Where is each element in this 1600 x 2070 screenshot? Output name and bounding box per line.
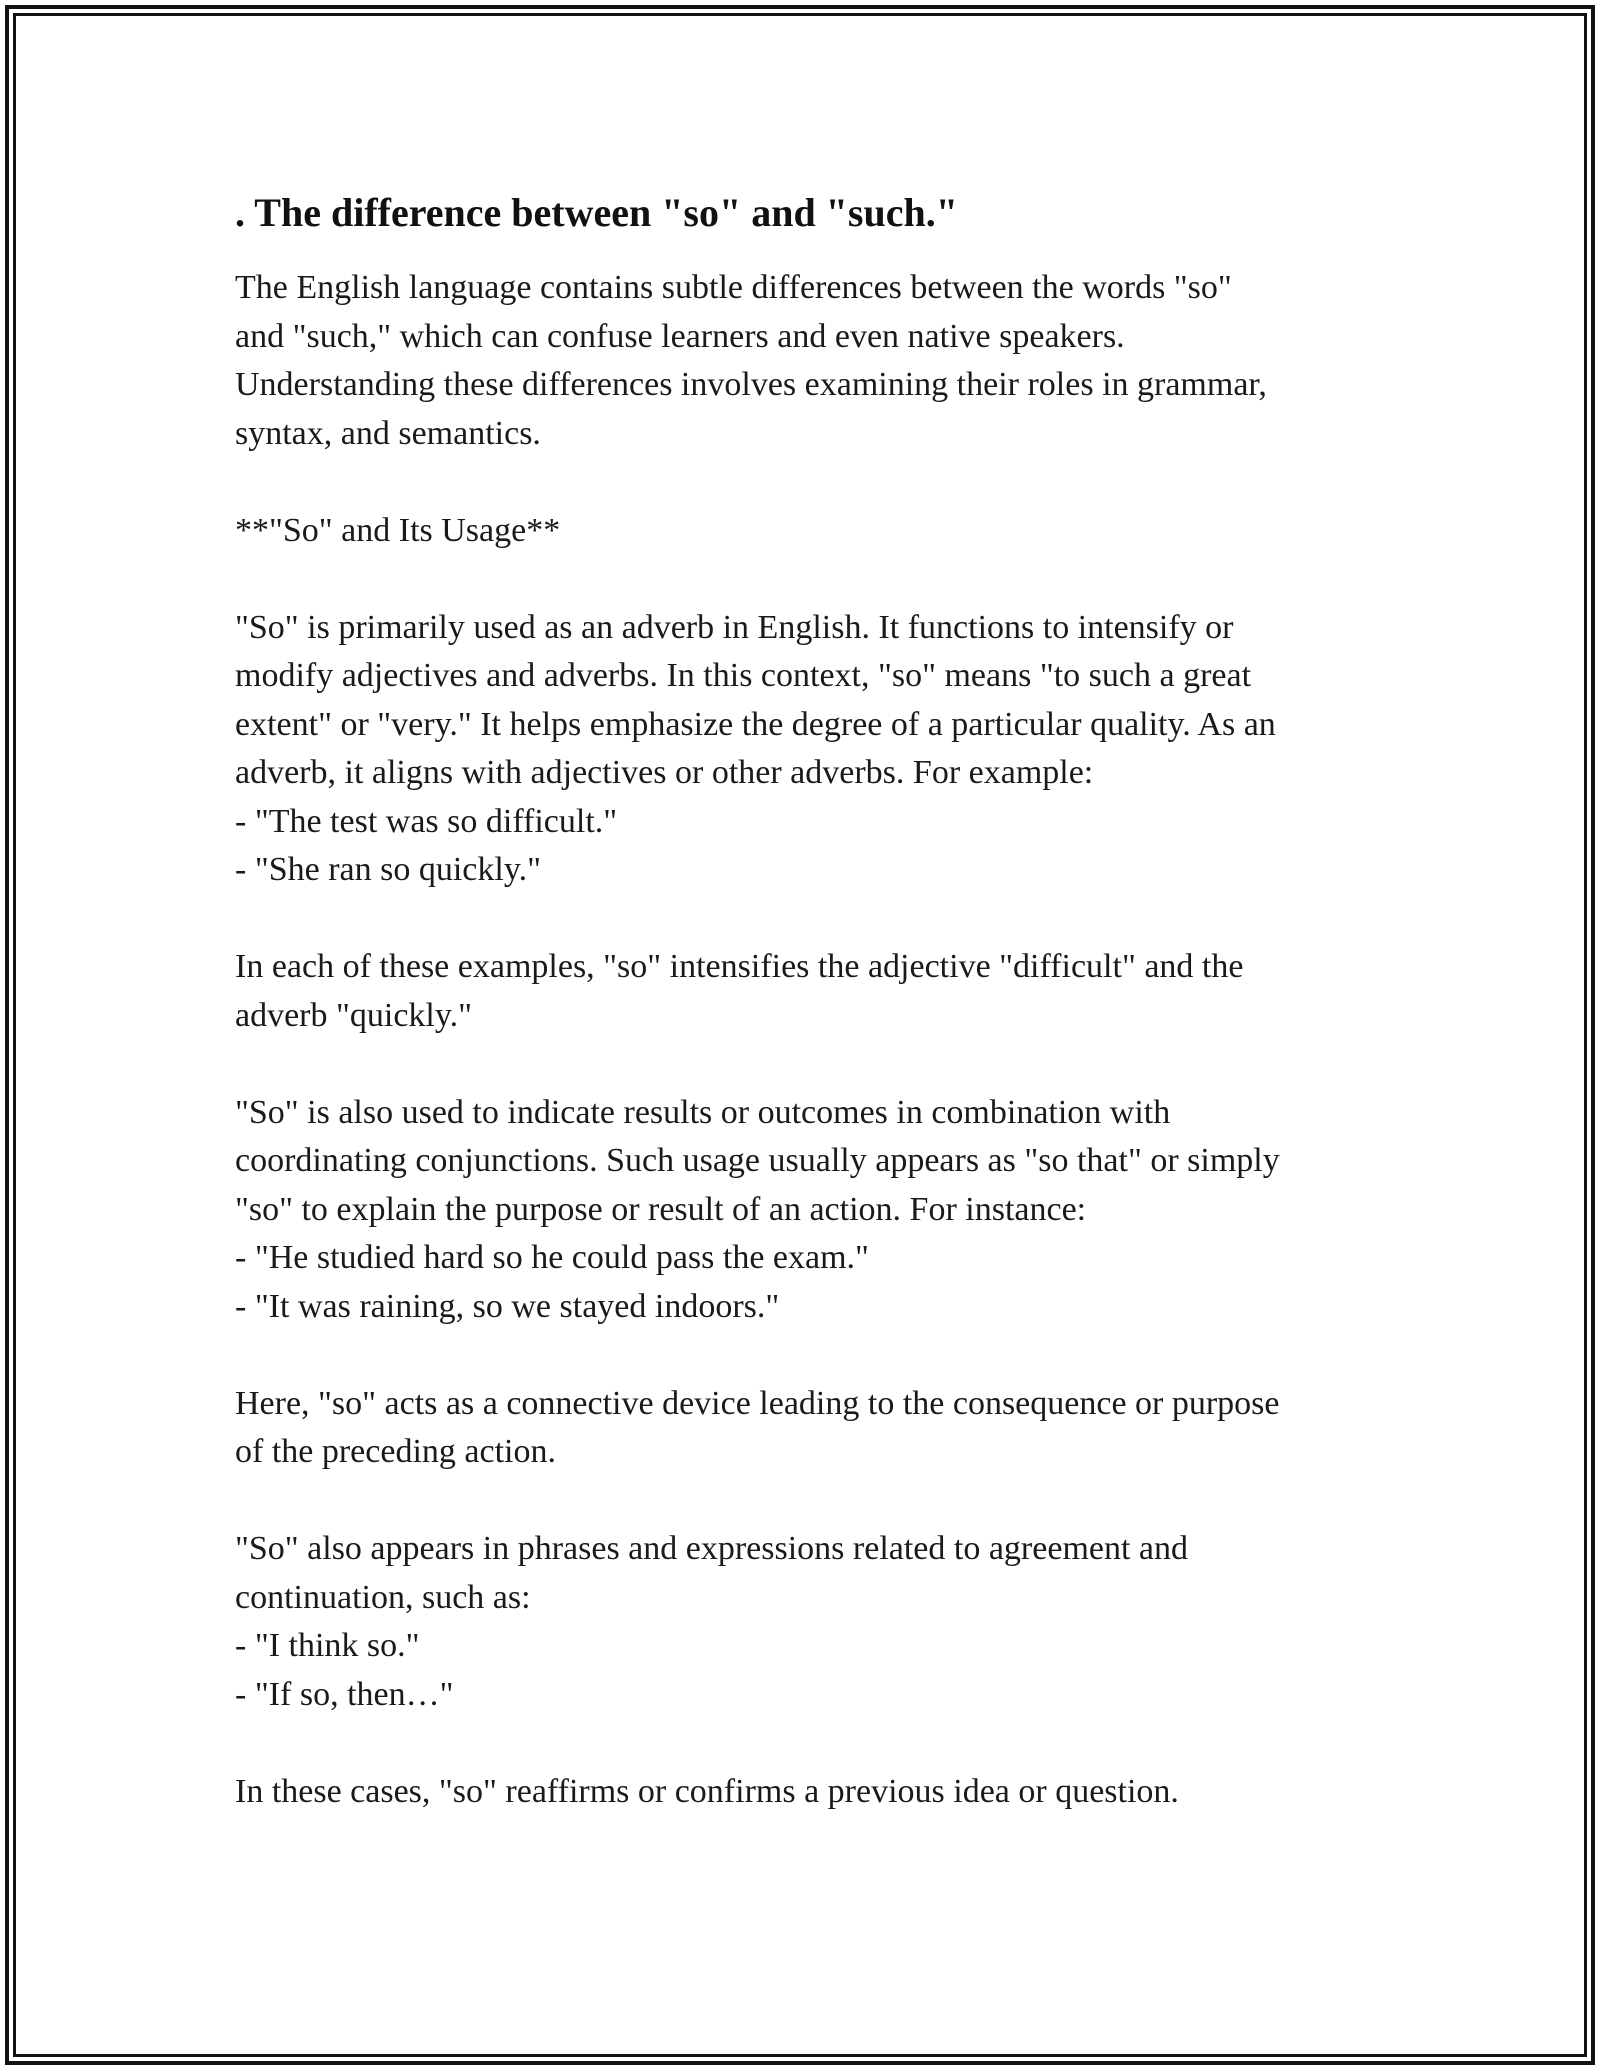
text-line: - "She ran so quickly.": [235, 851, 541, 888]
text-line: In each of these examples, "so" intensifies the adjective "difficult" and the: [235, 948, 1244, 985]
text-line: The English language contains subtle differences between the words "so": [235, 269, 1232, 306]
text-line: and "such," which can confuse learners and even native speakers.: [235, 317, 1125, 355]
text-line: "So" is also used to indicate results or outcomes in combination with: [235, 1093, 1171, 1131]
text-line: In these cases, "so" reaffirms or confirms a previous idea or question.: [235, 1772, 1179, 1810]
text-line: - "The test was so difficult.": [235, 802, 618, 840]
text-line: "so" to explain the purpose or result of an action. For instance:: [235, 1190, 1087, 1228]
document-title: . The difference between "so" and "such.": [235, 190, 958, 235]
paragraph: [235, 943, 1385, 1040]
paragraph: [235, 1089, 1385, 1332]
paragraph-list: [235, 264, 1385, 1816]
text-line: Understanding these differences involves examining their roles in grammar,: [235, 366, 1267, 403]
paragraph: [235, 1380, 1385, 1477]
paragraph: [235, 1525, 1385, 1719]
text-line: adverb, it aligns with adjectives or other adverbs. For example:: [235, 754, 1094, 791]
text-line: of the preceding action.: [235, 1433, 556, 1470]
text-line: extent" or "very." It helps emphasize the degree of a particular quality. As an: [235, 705, 1276, 743]
paragraph: [235, 264, 1385, 458]
text-line: - "He studied hard so he could pass the exam.": [235, 1239, 869, 1276]
paragraph: [235, 507, 1385, 556]
text-line: Here, "so" acts as a connective device leading to the consequence or purpose: [235, 1384, 1280, 1422]
paragraph: [235, 1768, 1385, 1817]
text-line: "So" also appears in phrases and expressions related to agreement and: [235, 1530, 1189, 1567]
text-line: coordinating conjunctions. Such usage usually appears as "so that" or simply: [235, 1142, 1280, 1179]
paragraph: [235, 604, 1385, 895]
document-body: [235, 186, 1385, 1865]
text-line: - "It was raining, so we stayed indoors.": [235, 1287, 780, 1325]
text-line: - "I think so.": [235, 1627, 420, 1664]
text-line: adverb "quickly.": [235, 996, 473, 1034]
text-line: continuation, such as:: [235, 1578, 531, 1616]
text-line: modify adjectives and adverbs. In this context, "so" means "to such a great: [235, 657, 1252, 694]
text-line: - "If so, then…": [235, 1675, 454, 1713]
text-line: **"So" and Its Usage**: [235, 511, 561, 549]
text-line: "So" is primarily used as an adverb in English. It functions to intensify or: [235, 608, 1234, 646]
text-line: syntax, and semantics.: [235, 414, 541, 452]
